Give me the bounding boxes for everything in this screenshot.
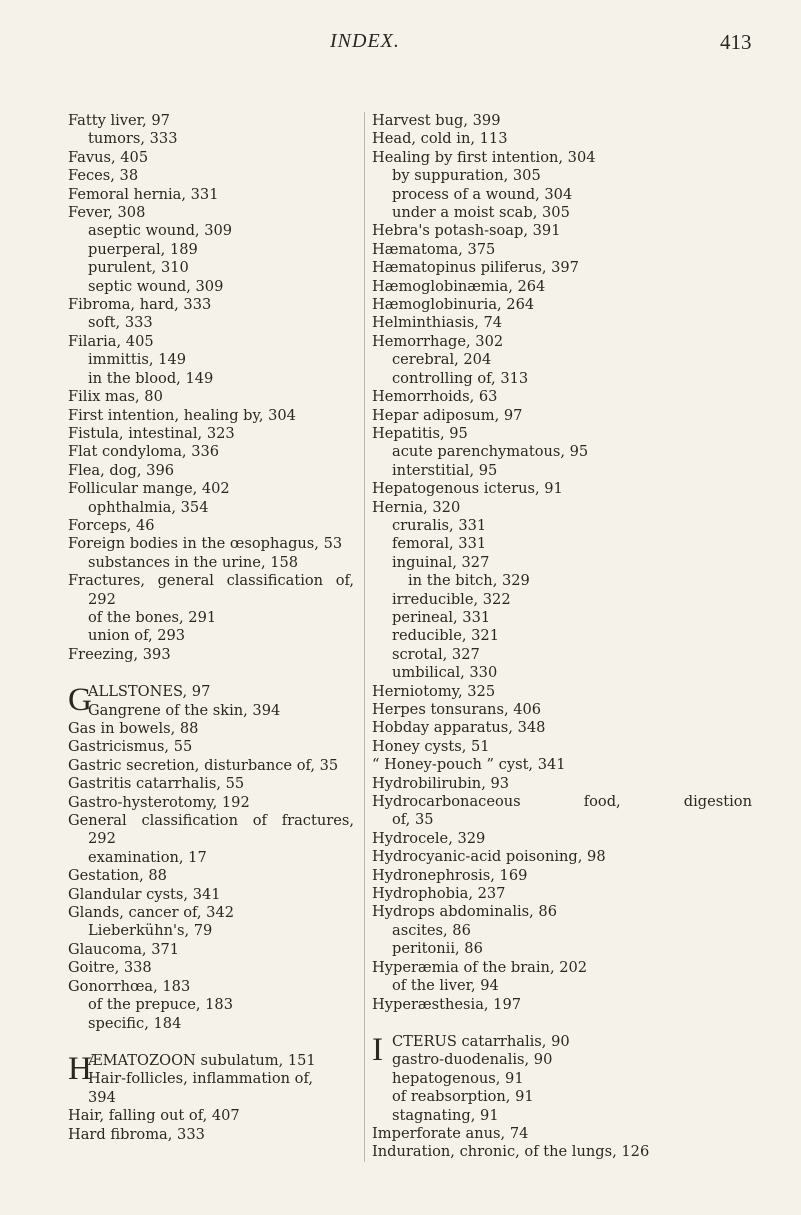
index-entry: Hydrocyanic-acid poisoning, 98 — [372, 848, 606, 866]
left-column — [68, 112, 354, 1144]
index-entry: Hyperæmia of the brain, 202 — [372, 958, 588, 976]
page-number: 413 — [720, 30, 752, 54]
index-entry: Fever, 308 — [68, 204, 146, 222]
section-h-first-entry: ÆMATOZOON subulatum, 151 — [88, 1051, 316, 1069]
section-g-second-entry: Gangrene of the skin, 394 — [88, 701, 281, 719]
index-entry: Follicular mange, 402 — [68, 480, 230, 498]
index-entry: Hæmatoma, 375 — [372, 240, 496, 258]
index-entry: soft, 333 — [88, 314, 153, 332]
i-entries — [372, 1070, 752, 1162]
index-entry: Fibroma, hard, 333 — [68, 296, 212, 314]
index-entry: Imperforate anus, 74 — [372, 1124, 529, 1142]
h-entries-right — [372, 112, 752, 1014]
index-entry: ascites, 86 — [392, 921, 471, 939]
index-entry: specific, 184 — [88, 1014, 182, 1032]
index-entry: Glandular cysts, 341 — [68, 885, 221, 903]
index-entry: cerebral, 204 — [392, 351, 492, 369]
index-entry: Gastro-hysterotomy, 192 — [68, 793, 250, 811]
index-entry: scrotal, 327 — [392, 645, 480, 663]
index-entry: hepatogenous, 91 — [392, 1069, 524, 1087]
dropcap-h: H — [68, 1050, 92, 1087]
index-entry: by suppuration, 305 — [392, 167, 541, 185]
dropcap-g: G — [68, 682, 92, 719]
index-entry: peritonii, 86 — [392, 940, 483, 958]
g-entries — [68, 720, 354, 1033]
section-i-first-entry: CTERUS catarrhalis, 90 — [392, 1032, 570, 1050]
index-entry: in the bitch, 329 — [408, 572, 530, 590]
index-entry: of reabsorption, 91 — [392, 1088, 534, 1106]
index-entry: Flat condyloma, 336 — [68, 443, 220, 461]
index-entry: Hebra's potash-soap, 391 — [372, 222, 561, 240]
index-entry: controlling of, 313 — [392, 369, 529, 387]
index-entry: Gas in bowels, 88 — [68, 720, 199, 737]
index-entry: Hernia, 320 — [372, 498, 461, 516]
index-entry: inguinal, 327 — [392, 553, 490, 571]
index-entry: Hemorrhage, 302 — [372, 332, 504, 350]
index-entry: Hydrophobia, 237 — [372, 885, 506, 903]
index-entry: 292 — [88, 830, 116, 848]
index-entry: femoral, 331 — [392, 535, 487, 553]
index-entry: perineal, 331 — [392, 608, 491, 626]
index-entry: Filaria, 405 — [68, 332, 154, 350]
index-entry: puerperal, 189 — [88, 240, 198, 258]
index-entry: reducible, 321 — [392, 627, 499, 645]
index-entry: of, 35 — [392, 811, 434, 829]
index-entry: Herniotomy, 325 — [372, 682, 496, 700]
index-entry: Hæmatopinus piliferus, 397 — [372, 259, 579, 277]
index-entry: cruralis, 331 — [392, 516, 487, 534]
index-entry: Hepatitis, 95 — [372, 424, 468, 442]
index-entry: of the liver, 94 — [392, 977, 499, 995]
index-entry: Lieberkühn's, 79 — [88, 922, 213, 940]
index-entry: septic wound, 309 — [88, 277, 224, 295]
index-entry: Glands, cancer of, 342 — [68, 904, 235, 922]
index-entry: Gastric secretion, disturbance of, 35 — [68, 756, 339, 774]
section-i-second-entry: gastro-duodenalis, 90 — [392, 1051, 553, 1069]
right-column — [364, 112, 752, 1162]
index-entry: 292 — [88, 590, 116, 608]
index-entry: Flea, dog, 396 — [68, 461, 175, 479]
index-entry: immittis, 149 — [88, 351, 187, 369]
index-entry: of the prepuce, 183 — [88, 996, 234, 1014]
index-entry: Hydronephrosis, 169 — [372, 866, 528, 884]
index-entry: Harvest bug, 399 — [372, 112, 501, 129]
index-entry: Head, cold in, 113 — [372, 130, 508, 148]
index-entry: Foreign bodies in the œsophagus, 53 — [68, 535, 343, 553]
index-entry: Hair, falling out of, 407 — [68, 1107, 240, 1125]
index-entry: Herpes tonsurans, 406 — [372, 701, 542, 718]
index-entry: Honey cysts, 51 — [372, 737, 490, 755]
index-entry: purulent, 310 — [88, 259, 189, 277]
section-g-first-entry: ALLSTONES, 97 — [88, 683, 211, 701]
index-entry: irreducible, 322 — [392, 590, 511, 608]
index-entry: Filix mas, 80 — [68, 388, 163, 406]
index-entry: examination, 17 — [88, 848, 207, 866]
index-entry: tumors, 333 — [88, 130, 178, 148]
index-entry: in the blood, 149 — [88, 369, 214, 387]
h-entries-left — [68, 1089, 354, 1144]
index-entry: Hæmoglobinæmia, 264 — [372, 277, 546, 295]
index-entry: Hydrocarbonaceous food, digestion — [372, 793, 752, 811]
index-entry: process of a wound, 304 — [392, 185, 573, 203]
index-entry: Fatty liver, 97 — [68, 112, 170, 129]
index-entry: Induration, chronic, of the lungs, 126 — [372, 1143, 650, 1161]
index-entry: umbilical, 330 — [392, 664, 498, 682]
index-entry: substances in the urine, 158 — [88, 553, 299, 571]
index-entry: Hepatogenous icterus, 91 — [372, 480, 563, 498]
index-entry: “ Honey-pouch ” cyst, 341 — [372, 756, 566, 774]
index-entry: Hydrocele, 329 — [372, 829, 486, 847]
index-entry: interstitial, 95 — [392, 461, 498, 479]
index-entry: Healing by first intention, 304 — [372, 148, 596, 166]
index-entry: Hepar adiposum, 97 — [372, 406, 523, 424]
index-entry: Hard fibroma, 333 — [68, 1125, 205, 1143]
index-entry: ophthalmia, 354 — [88, 498, 209, 516]
index-entry: Hobday apparatus, 348 — [372, 719, 546, 737]
index-entry: of the bones, 291 — [88, 608, 217, 626]
index-entry: under a moist scab, 305 — [392, 204, 570, 222]
section-h-second-entry: Hair-follicles, inflammation of, — [88, 1070, 313, 1088]
index-entry: acute parenchymatous, 95 — [392, 443, 589, 461]
index-entry: Hæmoglobinuria, 264 — [372, 296, 535, 314]
index-entry: Gonorrhœa, 183 — [68, 977, 191, 995]
index-entry: Hyperæsthesia, 197 — [372, 995, 522, 1013]
index-entry: Goitre, 338 — [68, 959, 152, 977]
index-entry: First intention, healing by, 304 — [68, 406, 296, 424]
index-entry: Fistula, intestinal, 323 — [68, 424, 235, 442]
index-entry: Hydrops abdominalis, 86 — [372, 903, 557, 921]
index-entry: Favus, 405 — [68, 148, 149, 166]
index-entry: aseptic wound, 309 — [88, 222, 233, 240]
page-header — [0, 30, 801, 60]
dropcap-i: I — [372, 1031, 383, 1068]
index-entry: Hydrobilirubin, 93 — [372, 774, 510, 792]
index-entry: General classification of fractures, — [68, 812, 354, 830]
index-entry: Feces, 38 — [68, 167, 139, 185]
index-entry: Forceps, 46 — [68, 516, 155, 534]
index-entry: Gastricismus, 55 — [68, 738, 193, 756]
index-entry: stagnating, 91 — [392, 1106, 499, 1124]
index-entry: Fractures, general classification of, — [68, 572, 354, 590]
running-title: INDEX. — [330, 30, 400, 52]
index-entry: union of, 293 — [88, 627, 186, 645]
index-entry: Hemorrhoids, 63 — [372, 388, 498, 406]
index-entry: Freezing, 393 — [68, 645, 171, 663]
index-entry: Femoral hernia, 331 — [68, 185, 219, 203]
index-entry: 394 — [88, 1088, 116, 1106]
index-entry: Glaucoma, 371 — [68, 940, 180, 958]
index-entry: Gestation, 88 — [68, 867, 167, 885]
index-entry: Gastritis catarrhalis, 55 — [68, 775, 245, 793]
f-entries — [68, 112, 354, 664]
index-entry: Helminthiasis, 74 — [372, 314, 503, 332]
